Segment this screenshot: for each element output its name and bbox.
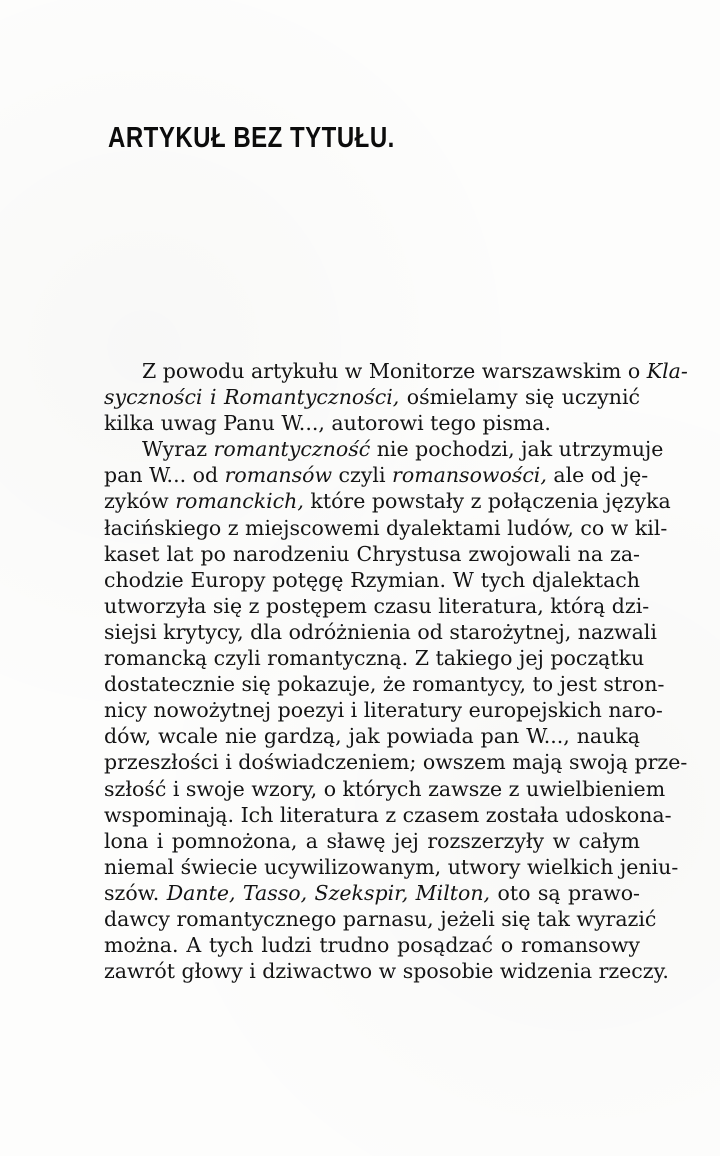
text-line xyxy=(104,462,649,488)
text-line xyxy=(104,358,688,384)
text-run: które powstały z połączenia języka xyxy=(303,489,671,514)
text-run: dostatecznie się pokazuje, że romantycy, to jest stron- xyxy=(104,672,665,697)
text-run: Z powodu artykułu w Monitorze warszawskim o xyxy=(142,359,647,383)
text-run: można. A tych ludzi trudno posądzać o romansowy xyxy=(104,933,640,958)
text-line xyxy=(104,854,679,880)
text-run: nicy nowożytnej poezyi i literatury europejskich naro- xyxy=(104,698,663,723)
text-line xyxy=(104,567,640,593)
text-run: romancką czyli romantyczną. Z takiego jej początku xyxy=(104,646,645,671)
text-line xyxy=(104,436,664,462)
text-line xyxy=(104,958,669,984)
text-run: niemal świecie ucywilizowanym, utwory wielkich jeniu- xyxy=(104,854,679,879)
italic-text: romanckich, xyxy=(175,489,304,514)
text-line xyxy=(104,410,640,436)
text-line xyxy=(104,906,657,932)
text-run: siejsi krytycy, dla odróżnienia od starożytnej, nazwali xyxy=(104,619,657,644)
text-run: dawcy romantycznego parnasu, jeżeli się tak wyrazić xyxy=(104,906,657,931)
article-title: ARTYKUŁ BEZ TYTUŁU. xyxy=(108,122,395,155)
text-run: szów. xyxy=(104,880,167,905)
text-line xyxy=(104,593,650,619)
text-run: zawrót głowy i dziwactwo w sposobie widzenia rzeczy. xyxy=(104,959,669,984)
italic-text: romansowości, xyxy=(392,463,547,488)
text-line xyxy=(104,541,640,567)
text-line xyxy=(104,932,640,958)
text-line xyxy=(104,488,671,514)
text-run: szłość i swoje wzory, o których zawsze z uwielbieniem xyxy=(104,776,666,801)
text-run: chodzie Europy potęgę Rzymian. W tych djalektach xyxy=(104,567,640,592)
text-line xyxy=(104,723,640,749)
article-body xyxy=(104,358,688,984)
text-line xyxy=(104,697,663,723)
text-run: dów, wcale nie gardzą, jak powiada pan W..., nauką xyxy=(104,724,640,749)
text-run: ale od ję- xyxy=(546,463,649,488)
text-line xyxy=(104,671,665,697)
text-run: pan W... od xyxy=(104,463,225,488)
text-line xyxy=(104,384,640,410)
text-line xyxy=(104,828,640,854)
text-line xyxy=(104,619,657,645)
italic-text: syczności i Romantyczności, xyxy=(104,385,400,410)
text-run: nie pochodzi, jak utrzymuje xyxy=(370,437,664,462)
text-run: zyków xyxy=(104,489,176,514)
text-run: ośmielamy się uczynić xyxy=(399,385,641,410)
italic-text: Kla- xyxy=(646,359,688,383)
italic-text: Dante, Tasso, Szekspir, Milton, xyxy=(166,880,491,905)
text-run: lona i pomnożona, a sławę jej rozszerzyły w całym xyxy=(104,828,640,853)
text-run: czyli xyxy=(332,463,393,488)
text-run: Wyraz xyxy=(142,437,214,462)
text-run: utworzyła się z postępem czasu literatura, którą dzi- xyxy=(104,593,650,618)
text-line xyxy=(104,802,672,828)
italic-text: romansów xyxy=(224,463,333,488)
text-run: łacińskiego z miejscowemi dyalektami ludów, co w kil- xyxy=(104,515,668,540)
text-line xyxy=(104,749,688,775)
text-run: kaset lat po narodzeniu Chrystusa zwojowali na za- xyxy=(104,541,640,566)
text-run: kilka uwag Panu W..., autorowi tego pisma. xyxy=(104,411,551,436)
text-run: przeszłości i doświadczeniem; owszem mają swoją prze- xyxy=(104,750,688,775)
text-line xyxy=(104,645,645,671)
text-run: wspominają. Ich literatura z czasem została udoskona- xyxy=(104,802,672,827)
text-line xyxy=(104,880,640,906)
italic-text: romantyczność xyxy=(213,437,371,462)
text-line xyxy=(104,515,668,541)
text-run: oto są prawo- xyxy=(490,880,640,905)
text-line xyxy=(104,776,666,802)
